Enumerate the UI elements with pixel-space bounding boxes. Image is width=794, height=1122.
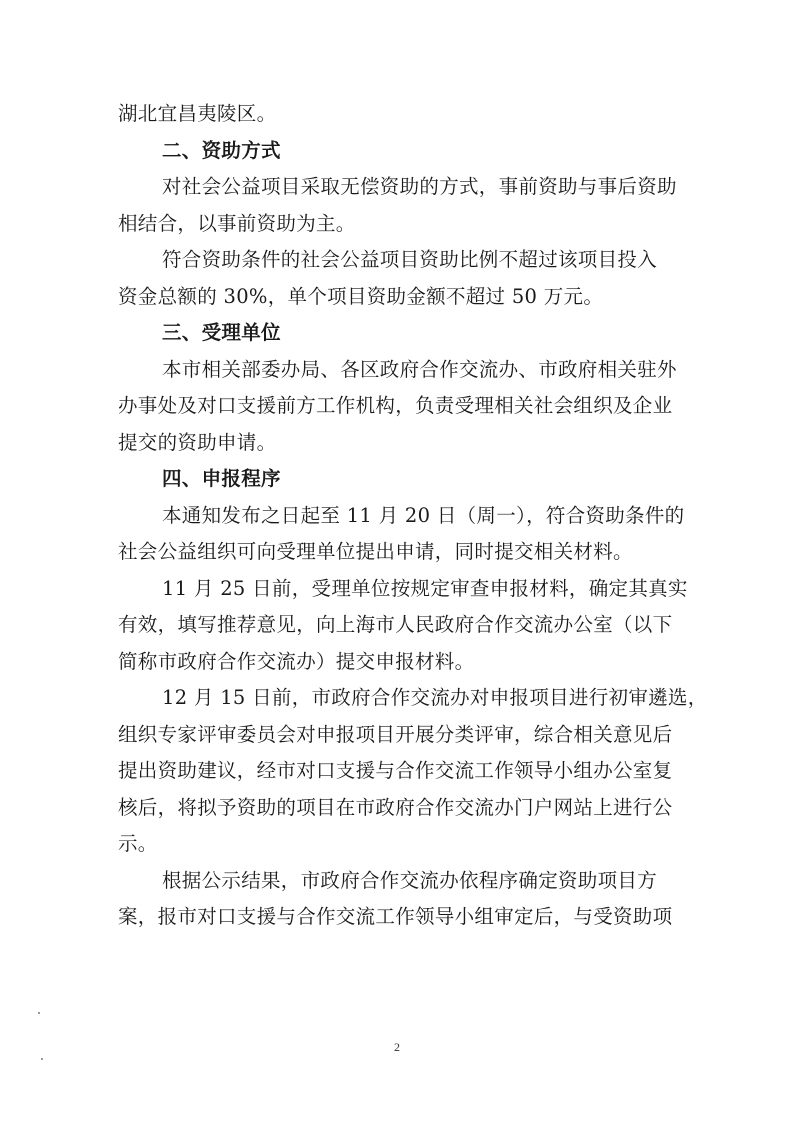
paragraph-line: 本通知发布之日起至 11 月 20 日（周一），符合资助条件的 bbox=[162, 503, 685, 527]
paragraph-line: 有效，填写推荐意见，向上海市人民政府合作交流办公室（以下 bbox=[118, 613, 673, 636]
paragraph-line: 本市相关部委办局、各区政府合作交流办、市政府相关驻外 bbox=[162, 357, 677, 381]
paragraph-line: 资金总额的 30%，单个项目资助金额不超过 50 万元。 bbox=[118, 284, 604, 308]
paragraph-line: 组织专家评审委员会对申报项目开展分类评审，综合相关意见后 bbox=[118, 722, 673, 746]
paragraph-line: 示。 bbox=[118, 832, 158, 855]
paragraph-line: 根据公示结果，市政府合作交流办依程序确定资助项目方 bbox=[162, 868, 658, 892]
paragraph-line: 核后，将拟予资助的项目在市政府合作交流办门户网站上进行公 bbox=[118, 795, 673, 819]
paragraph-line: 社会公益组织可向受理单位提出申请，同时提交相关材料。 bbox=[118, 540, 633, 563]
paragraph-line: 对社会公益项目采取无偿资助的方式，事前资助与事后资助 bbox=[162, 175, 677, 198]
scan-speck bbox=[38, 1012, 40, 1014]
paragraph-line: 湖北宜昌夷陵区。 bbox=[118, 102, 277, 125]
paragraph-line: 案，报市对口支援与合作交流工作领导小组审定后，与受资助项 bbox=[118, 905, 673, 928]
document-body bbox=[118, 96, 708, 936]
paragraph-line: 办事处及对口支援前方工作机构，负责受理相关社会组织及企业 bbox=[118, 394, 673, 417]
paragraph-line: 12 月 15 日前，市政府合作交流办对申报项目进行初审遴选， bbox=[162, 686, 708, 709]
scan-speck bbox=[41, 1058, 43, 1060]
paragraph-line: 符合资助条件的社会公益项目资助比例不超过该项目投入 bbox=[162, 248, 658, 271]
paragraph-line: 11 月 25 日前，受理单位按规定审查申报材料，确定其真实 bbox=[162, 576, 688, 600]
paragraph-line: 简称市政府合作交流办）提交申报材料。 bbox=[118, 649, 475, 673]
paragraph-line: 提交的资助申请。 bbox=[118, 430, 277, 454]
paragraph-line: 相结合，以事前资助为主。 bbox=[118, 211, 356, 235]
section-heading: 四、申报程序 bbox=[162, 467, 281, 490]
paragraph-line: 提出资助建议，经市对口支援与合作交流工作领导小组办公室复 bbox=[118, 759, 673, 782]
page-number: 2 bbox=[394, 1040, 400, 1054]
section-heading: 三、受理单位 bbox=[162, 321, 281, 344]
section-heading: 二、资助方式 bbox=[162, 138, 281, 162]
